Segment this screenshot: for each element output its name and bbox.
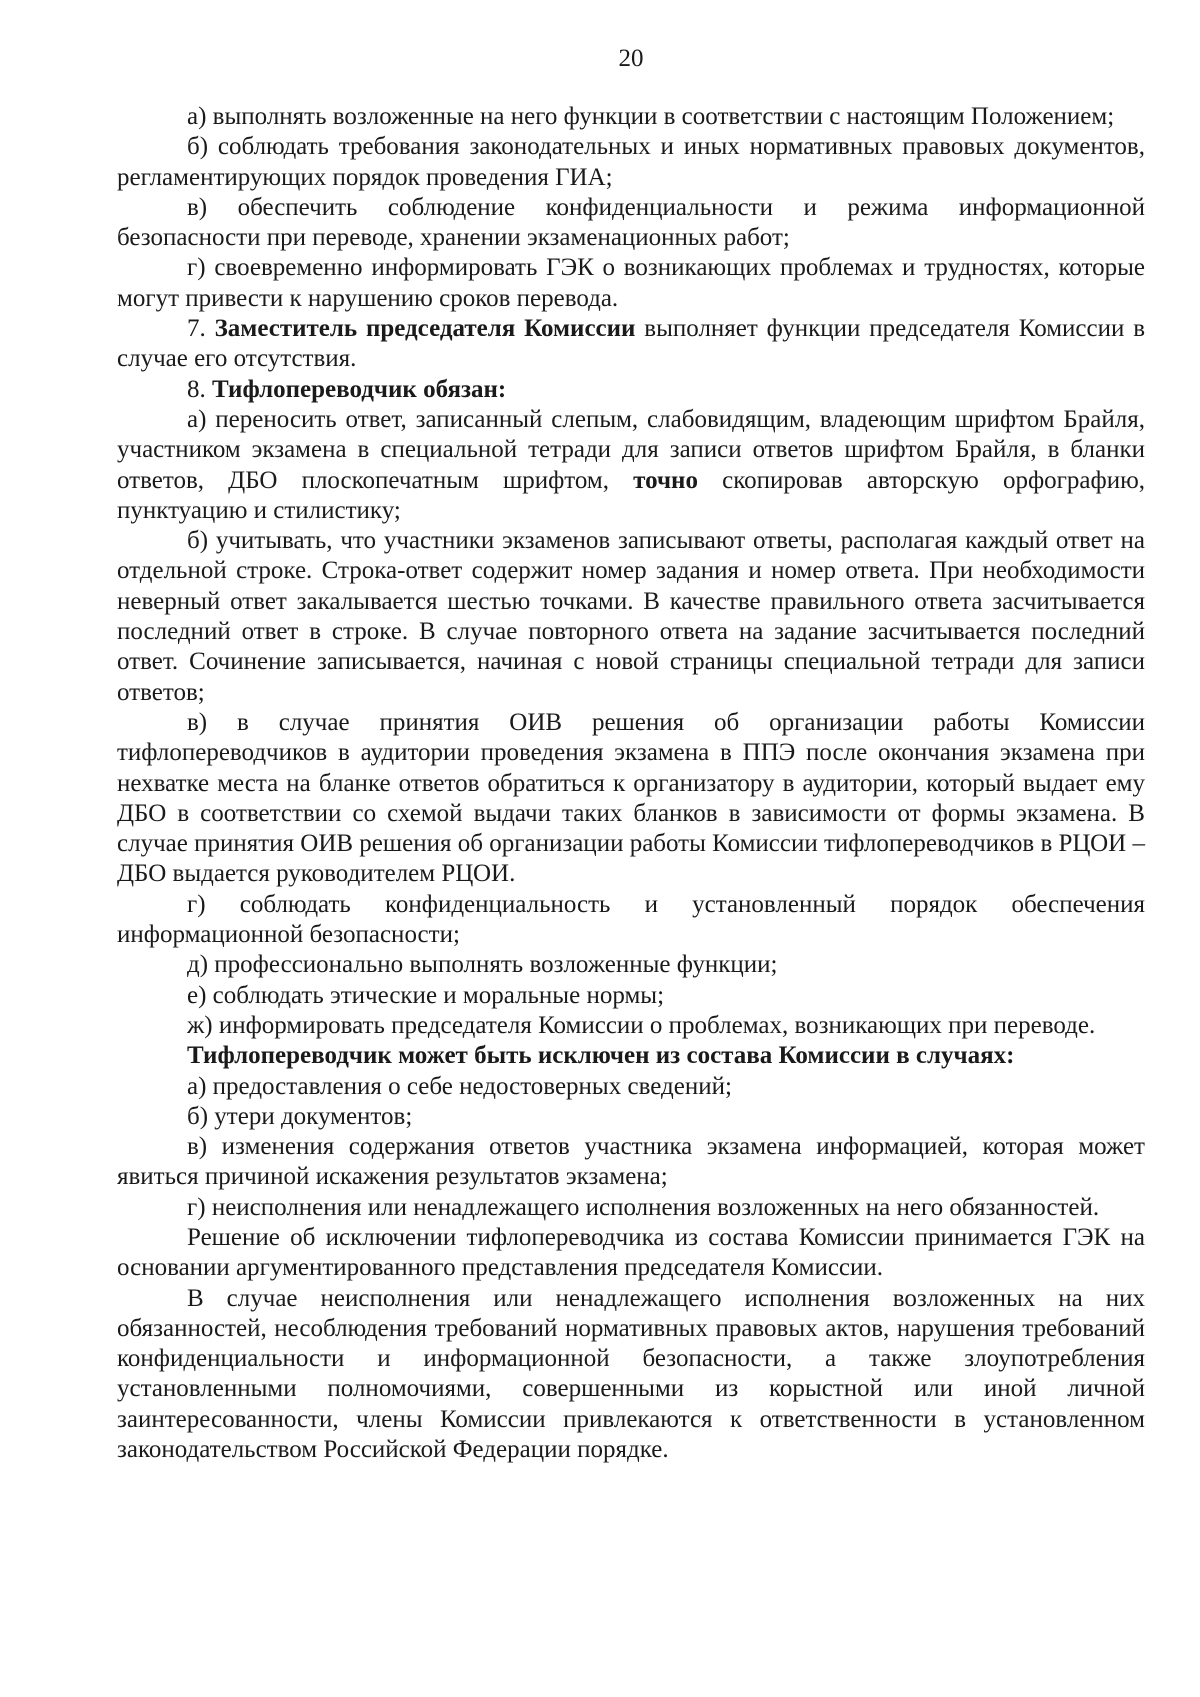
- page-number: 20: [618, 45, 644, 72]
- bold-heading: Заместитель председателя Комиссии: [214, 315, 636, 343]
- paragraph-8b: б) учитывать, что участники экзаменов записывают ответы, располагая каждый ответ на отдельной строке. Строка-ответ содержит номер задания и номер ответа. При необходимости неверный ответ закалывается шестью точками. В качестве правильного ответа засчитывается последний ответ в строке. В случае повторного ответа на задание засчитывается последний ответ. Сочинение записывается, начиная с новой страницы специальной тетради для записи ответов;: [117, 527, 1145, 706]
- exclusion-decision-paragraph: Решение об исключении тифлопереводчика из состава Комиссии принимается ГЭК на основании аргументированного представления председателя Комиссии.: [117, 1223, 1145, 1282]
- exclusion-heading: [117, 1041, 1145, 1071]
- paragraph-text: а) переносить ответ, записанный слепым, слабовидящим, владеющим шрифтом Брайля, участником экзамена в специальной тетради для записи ответов шрифтом Брайля, в бланки ответов, ДБО плоскопечатным шрифтом,: [117, 405, 1145, 494]
- bold-heading: Тифлопереводчик может быть исключен из состава Комиссии в случаях:: [187, 1042, 1015, 1070]
- exclusion-item-d: г) неисполнения или ненадлежащего исполнения возложенных на него обязанностей.: [187, 1193, 1100, 1221]
- paragraph-8c: в) в случае принятия ОИВ решения об организации работы Комиссии тифлопереводчиков в аудитории проведения экзамена в ППЭ после окончания экзамена при нехватке места на бланке ответов обратиться к организатору в аудитории, который выдает ему ДБО в соответствии со схемой выдачи таких бланков в зависимости от формы экзамена. В случае принятия ОИВ решения об организации работы Комиссии тифлопереводчиков в РЦОИ – ДБО выдается руководителем РЦОИ.: [117, 708, 1145, 888]
- paragraph-text: скопировав авторскую орфографию, пунктуацию и стилистику;: [117, 466, 1146, 524]
- paragraph-8g: ж) информировать председателя Комиссии о проблемах, возникающих при переводе.: [187, 1011, 1096, 1039]
- item-number: 8.: [187, 375, 206, 403]
- paragraph-7-deputy-chair: [117, 314, 1145, 375]
- exclusion-item-b: б) утери документов;: [187, 1102, 413, 1130]
- paragraph-8d: г) соблюдать конфиденциальность и установленный порядок обеспечения информационной безопасности;: [117, 890, 1145, 949]
- paragraph-2: б) соблюдать требования законодательных и иных нормативных правовых документов, регламентирующих порядок проведения ГИА;: [117, 133, 1145, 191]
- exclusion-item-a: а) предоставления о себе недостоверных сведений;: [187, 1072, 732, 1100]
- item-number: 7.: [187, 315, 206, 343]
- document-page: [117, 44, 1145, 1465]
- liability-paragraph: В случае неисполнения или ненадлежащего исполнения возложенных на них обязанностей, несоблюдения требований нормативных правовых актов, нарушения требований конфиденциальности и информационной безопасности, а также злоупотребления установленными полномочиями, совершенными из корыстной или иной личной заинтересованности, члены Комиссии привлекаются к ответственности в установленном законодательством Российской Федерации порядке.: [117, 1284, 1145, 1464]
- exclusion-item-c: в) изменения содержания ответов участника экзамена информацией, которая может явиться причиной искажения результатов экзамена;: [117, 1133, 1145, 1191]
- paragraph-3: в) обеспечить соблюдение конфиденциальности и режима информационной безопасности при переводе, хранении экзаменационных работ;: [117, 193, 1145, 252]
- paragraph-8f: е) соблюдать этические и моральные нормы;: [187, 981, 665, 1009]
- bold-heading: Тифлопереводчик обязан:: [212, 375, 507, 403]
- paragraph-8e: д) профессионально выполнять возложенные функции;: [187, 951, 778, 979]
- paragraph-8-heading: [117, 375, 1145, 405]
- paragraph-1: а) выполнять возложенные на него функции в соответствии с настоящим Положением;: [187, 103, 1115, 130]
- paragraph-8a: [117, 405, 1145, 526]
- paragraph-4: г) своевременно информировать ГЭК о возникающих проблемах и трудностях, которые могут привести к нарушению сроков перевода.: [117, 254, 1145, 312]
- bold-word: точно: [633, 466, 698, 494]
- paragraph-text: выполняет функции председателя Комиссии в случае его отсутствия.: [117, 315, 1146, 373]
